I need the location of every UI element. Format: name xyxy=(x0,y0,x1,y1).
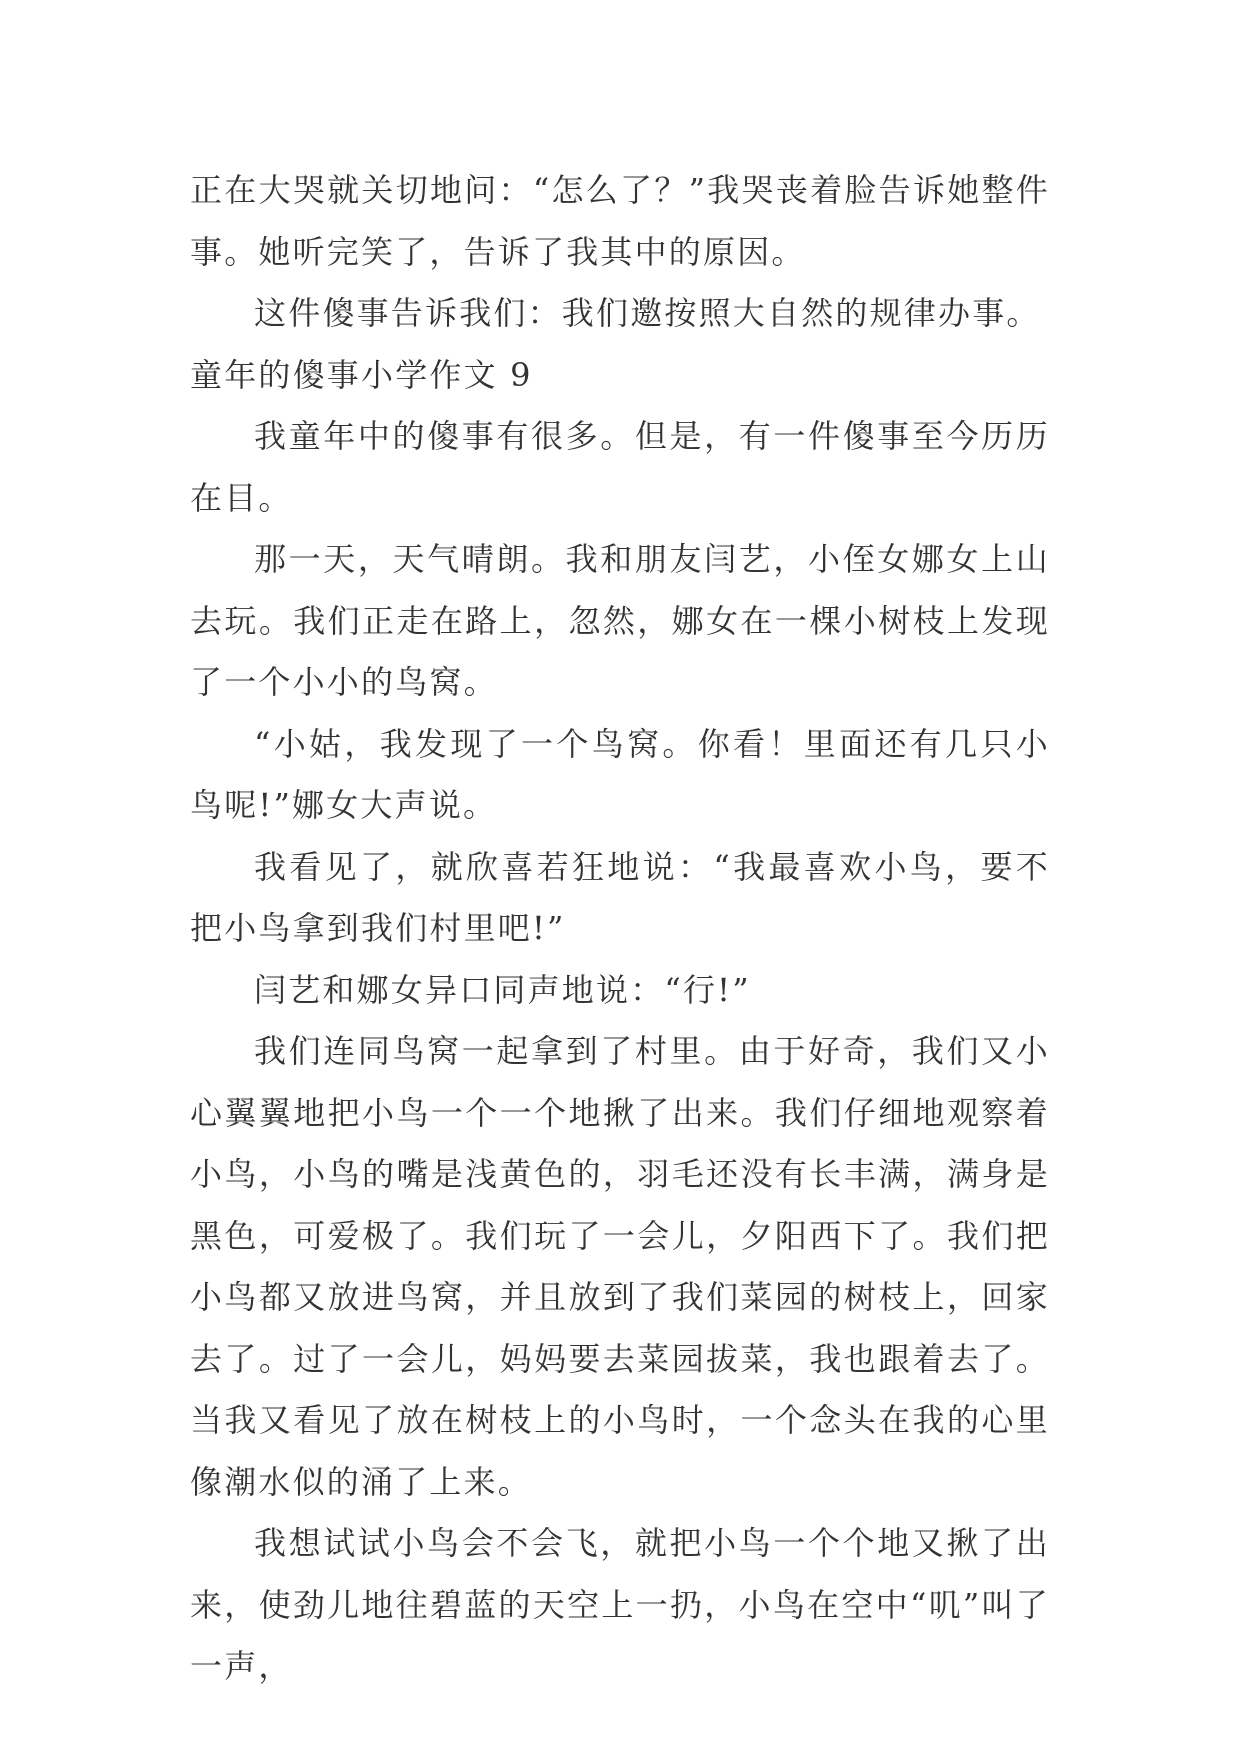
paragraph-continued: 正在大哭就关切地问：“怎么了？”我哭丧着脸告诉她整件事。她听完笑了，告诉了我其中的原因。 xyxy=(190,171,1050,271)
paragraph-lesson: 这件傻事告诉我们：我们邀按照大自然的规律办事。 xyxy=(254,294,1041,332)
paragraph-dialogue-2: 我看见了，就欣喜若狂地说：“我最喜欢小鸟，要不把小鸟拿到我们村里吧!” xyxy=(190,847,1050,947)
essay-body xyxy=(190,160,1050,1698)
essay-title: 童年的傻事小学作文 9 xyxy=(190,355,533,394)
paragraph-nest-found: 那一天，天气晴朗。我和朋友闫艺，小侄女娜女上山去玩。我们正走在路上，忽然，娜女在一棵小树枝上发现了一个小小的鸟窝。 xyxy=(190,540,1050,701)
paragraph-throw: 我想试试小鸟会不会飞，就把小鸟一个个地又揪了出来，使劲儿地往碧蓝的天空上一扔，小鸟在空中“叽”叫了一声， xyxy=(190,1524,1050,1685)
paragraph-village: 我们连同鸟窝一起拿到了村里。由于好奇，我们又小心翼翼地把小鸟一个一个地揪了出来。我们仔细地观察着小鸟，小鸟的嘴是浅黄色的，羽毛还没有长丰满，满身是黑色，可爱极了。我们玩了一会儿，夕阳西下了。我们把小鸟都又放进鸟窝，并且放到了我们菜园的树枝上，回家去了。过了一会儿，妈妈要去菜园拔菜，我也跟着去了。当我又看见了放在树枝上的小鸟时，一个念头在我的心里像潮水似的涌了上来。 xyxy=(190,1032,1050,1501)
paragraph-intro: 我童年中的傻事有很多。但是，有一件傻事至今历历在目。 xyxy=(190,417,1050,517)
paragraph-dialogue-3: 闫艺和娜女异口同声地说：“行!” xyxy=(254,970,751,1009)
paragraph-dialogue-1: “小姑，我发现了一个鸟窝。你看！里面还有几只小鸟呢!”娜女大声说。 xyxy=(190,724,1050,824)
